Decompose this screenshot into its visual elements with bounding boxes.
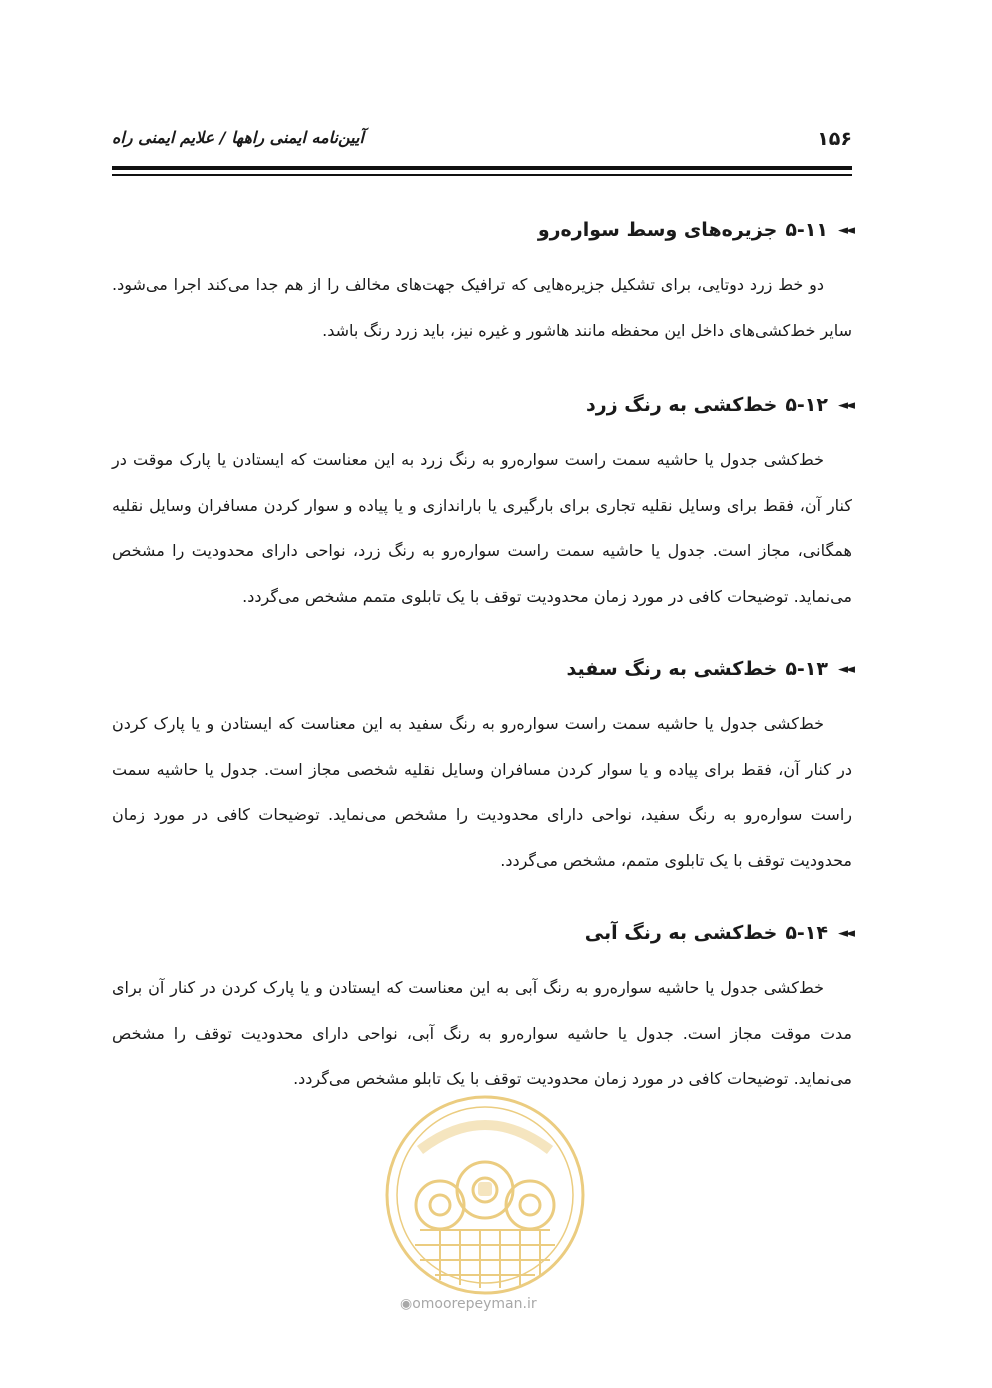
section-number: ۵-۱۳ <box>785 658 828 680</box>
section-number: ۵-۱۱ <box>785 219 828 241</box>
double-arrow-icon: ◄◄ <box>838 397 852 413</box>
running-title: آیین‌نامه ایمنی راهها / علایم ایمنی راه <box>112 128 364 147</box>
section-5-13 <box>112 649 852 883</box>
double-arrow-icon: ◄◄ <box>838 661 852 677</box>
section-title: خط‌کشی به رنگ زرد <box>586 394 778 416</box>
page-number: ۱۵۶ <box>817 128 852 150</box>
section-paragraph: خط‌کشی جدول یا حاشیه سواره‌رو به رنگ آبی به این معناست که ایستادن و یا پارک کردن در کنار آن برای مدت موقت مجاز است. جدول یا حاشیه سواره‌رو به رنگ آبی، نواحی دارای محدودیت توقف را مشخص می‌نماید. توضیحات کافی در مورد زمان محدودیت توقف با یک تابلو مشخص می‌گردد. <box>112 978 852 1088</box>
header-rule-thick <box>112 166 852 170</box>
section-5-12 <box>112 385 852 619</box>
section-heading <box>112 913 852 953</box>
section-heading <box>112 210 852 250</box>
copyright-icon: ◉ <box>400 1296 413 1312</box>
watermark-url: ◉omoorepeyman.ir <box>400 1296 537 1312</box>
page-content <box>112 210 852 1102</box>
header-rule-thin <box>112 174 852 176</box>
section-5-14 <box>112 913 852 1102</box>
section-heading <box>112 649 852 689</box>
section-paragraph: دو خط زرد دوتایی، برای تشکیل جزیره‌هایی که ترافیک جهت‌های مخالف را از هم جدا می‌کند اجرا می‌شود. سایر خط‌کشی‌های داخل این محفظه مانند هاشور و غیره نیز، باید زرد رنگ باشد. <box>112 275 852 340</box>
section-title: جزیره‌های وسط سواره‌رو <box>537 219 778 241</box>
section-title: خط‌کشی به رنگ سفید <box>566 658 778 680</box>
double-arrow-icon: ◄◄ <box>838 925 852 941</box>
section-paragraph: خط‌کشی جدول یا حاشیه سمت راست سواره‌رو به رنگ زرد به این معناست که ایستادن یا پارک موقت در کنار آن، فقط برای وسایل نقلیه تجاری برای بارگیری یا باراندازی و یا پیاده و سوار کردن مسافران وسایل نقلیه همگانی، مجاز است. جدول یا حاشیه سمت راست سواره‌رو به رنگ زرد، نواحی دارای محدودیت را مشخص می‌نماید. توضیحات کافی در مورد زمان محدودیت توقف با یک تابلوی متمم مشخص می‌گردد. <box>112 450 852 606</box>
page-header <box>112 124 852 156</box>
section-number: ۵-۱۲ <box>785 394 828 416</box>
section-number: ۵-۱۴ <box>785 922 828 944</box>
watermark-seal-icon <box>380 1090 590 1300</box>
section-title: خط‌کشی به رنگ آبی <box>584 922 778 944</box>
section-5-11 <box>112 210 852 353</box>
double-arrow-icon: ◄◄ <box>838 222 852 238</box>
section-heading <box>112 385 852 425</box>
section-paragraph: خط‌کشی جدول یا حاشیه سمت راست سواره‌رو به رنگ سفید به این معناست که ایستادن و یا پارک کردن در کنار آن، فقط برای پیاده و یا سوار کردن مسافران وسایل نقلیه شخصی مجاز است. جدول یا حاشیه سمت راست سواره‌رو به رنگ سفید، نواحی دارای محدودیت را مشخص می‌نماید. توضیحات کافی در مورد زمان محدودیت توقف با یک تابلوی متمم، مشخص می‌گردد. <box>112 714 852 870</box>
